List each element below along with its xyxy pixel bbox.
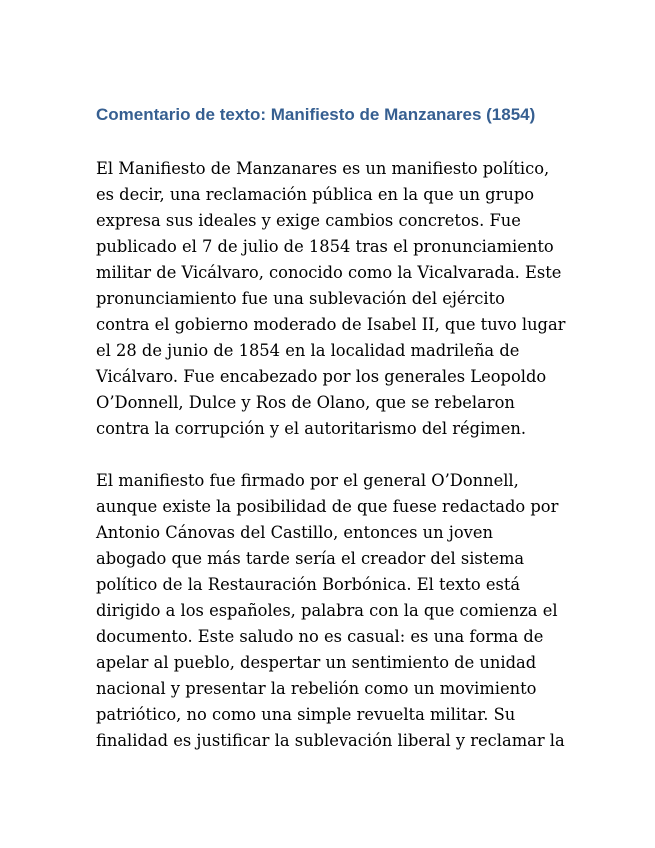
paragraph-1-line-11: contra la corrupción y el autoritarismo del régimen. (96, 419, 527, 438)
paragraph-1-line-10: O’Donnell, Dulce y Ros de Olano, que se rebelaron (96, 393, 515, 412)
paragraph-1-line-4: publicado el 7 de julio de 1854 tras el pronunciamiento (96, 237, 554, 256)
paragraph-2-line-1: El manifiesto fue firmado por el general O’Donnell, (96, 471, 519, 490)
paragraph-2-line-9: nacional y presentar la rebelión como un movimiento (96, 679, 537, 698)
paragraph-1-line-1: El Manifiesto de Manzanares es un manifiesto político, (96, 159, 550, 178)
paragraph-1-line-6: pronunciamiento fue una sublevación del ejército (96, 289, 505, 308)
paragraph-2-line-7: documento. Este saludo no es casual: es una forma de (96, 627, 544, 646)
paragraph-2-line-10: patriótico, no como una simple revuelta militar. Su (96, 705, 516, 724)
paragraph-1-line-3: expresa sus ideales y exige cambios concretos. Fue (96, 211, 521, 230)
paragraph-2-line-5: político de la Restauración Borbónica. El texto está (96, 575, 521, 594)
document-heading: Comentario de texto: Manifiesto de Manzanares (1854) (96, 105, 536, 124)
paragraph-2-line-3: Antonio Cánovas del Castillo, entonces un joven (96, 523, 493, 542)
paragraph-2-line-11: finalidad es justificar la sublevación liberal y reclamar la (96, 731, 565, 750)
paragraph-1-line-5: militar de Vicálvaro, conocido como la Vicalvarada. Este (96, 263, 562, 282)
paragraph-2-line-4: abogado que más tarde sería el creador del sistema (96, 549, 525, 568)
paragraph-1-line-7: contra el gobierno moderado de Isabel II, que tuvo lugar (96, 315, 566, 334)
paragraph-1-line-8: el 28 de junio de 1854 en la localidad madrileña de (96, 341, 520, 360)
paragraph-1-line-2: es decir, una reclamación pública en la que un grupo (96, 185, 535, 204)
paragraph-1-line-9: Vicálvaro. Fue encabezado por los generales Leopoldo (96, 367, 547, 386)
paragraph-2-line-6: dirigido a los españoles, palabra con la que comienza el (96, 601, 558, 620)
paragraph-2-line-2: aunque existe la posibilidad de que fuese redactado por (96, 497, 559, 516)
paragraph-2-line-8: apelar al pueblo, despertar un sentimiento de unidad (96, 653, 537, 672)
